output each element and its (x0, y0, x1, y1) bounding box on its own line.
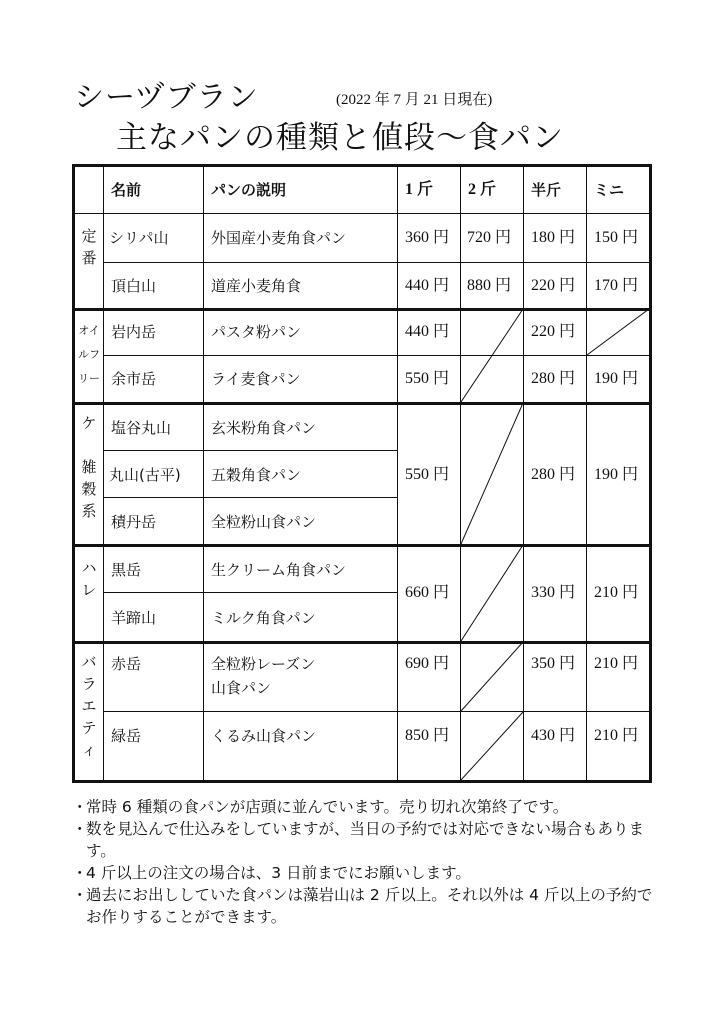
price-mini: 210 円 (594, 655, 639, 672)
price-one-loaf: 850 円 (405, 727, 450, 744)
price-one-loaf: 360 円 (405, 229, 450, 246)
row-name: 岩内岳 (111, 323, 157, 341)
row-name: シリパ山 (109, 229, 169, 247)
price-two-loaf: 720 円 (467, 229, 512, 246)
unavailable-slashes (75, 167, 649, 780)
row-description: 生クリーム角食パン (211, 561, 347, 579)
price-two-loaf: 880 円 (467, 277, 512, 294)
row-name: 丸山(古平) (109, 466, 181, 484)
note-item: ・ 常時 6 種類の食パンが店頭に並んでいます。売り切れ次第終了です。 (72, 798, 569, 816)
row-name: 羊蹄山 (111, 609, 157, 627)
date-note: (2022 年 7 月 21 日現在) (336, 92, 493, 108)
row-description: 五穀角食パン (211, 466, 302, 484)
price-half-loaf: 220 円 (531, 277, 576, 294)
price-mini: 170 円 (594, 277, 639, 294)
slash-two-loaf-akadake (461, 642, 523, 711)
slash-two-loaf-hare (461, 545, 523, 641)
brand-name: シーヅブラン (74, 80, 259, 115)
slash-two-loaf-iwanai (461, 309, 523, 402)
row-description: 山食パン (211, 679, 272, 697)
price-half-loaf: 430 円 (531, 727, 576, 744)
price-one-loaf: 660 円 (405, 584, 450, 601)
row-description: 道産小麦角食 (211, 277, 302, 295)
row-name: 緑岳 (111, 727, 142, 745)
col-header-name: 名前 (111, 181, 142, 199)
price-half-loaf: 280 円 (531, 466, 576, 483)
category-teiban: 定 番 (81, 227, 97, 267)
col-header-half-loaf: 半斤 (531, 181, 562, 199)
category-zakkoku: ケ 雑 穀 系 (81, 414, 97, 520)
slash-mini-iwanai (587, 309, 649, 355)
row-description: 全粒粉山食パン (211, 513, 317, 531)
price-mini: 210 円 (594, 584, 639, 601)
price-one-loaf: 550 円 (405, 466, 450, 483)
price-one-loaf: 440 円 (405, 277, 450, 294)
row-description: 外国産小麦角食パン (211, 229, 347, 247)
page-title: 主なパンの種類と値段〜食パン (116, 120, 564, 156)
category-oil-free: オイ ルフ リー (78, 324, 100, 385)
row-name: 塩谷丸山 (111, 419, 172, 437)
col-header-mini: ミニ (594, 181, 625, 199)
price-one-loaf: 440 円 (405, 323, 450, 340)
row-description: 玄米粉角食パン (211, 419, 317, 437)
note-item: ・ 過去にお出ししていた食パンは藻岩山は 2 斤以上。それ以外は 4 斤以上の予約でお作りすることができます。 (72, 886, 653, 926)
price-table (72, 164, 652, 783)
price-half-loaf: 280 円 (531, 370, 576, 387)
col-header-two-loaf: 2 斤 (468, 181, 497, 198)
price-mini: 190 円 (594, 466, 639, 483)
slash-two-loaf-midoridake (461, 712, 523, 780)
price-mini: 150 円 (594, 229, 639, 246)
price-mini: 190 円 (594, 370, 639, 387)
price-half-loaf: 180 円 (531, 229, 576, 246)
note-item: ・ 4 斤以上の注文の場合は、3 日前までにお願いします。 (72, 864, 471, 882)
price-mini: 210 円 (594, 727, 639, 744)
col-header-description: パンの説明 (211, 181, 287, 199)
slash-two-loaf-zakkoku (461, 403, 523, 544)
row-name: 積丹岳 (111, 513, 157, 531)
row-description: くるみ山食パン (211, 727, 317, 745)
row-description: パスタ粉パン (211, 323, 302, 341)
row-name: 赤岳 (111, 655, 142, 673)
price-half-loaf: 330 円 (531, 584, 576, 601)
row-name: 黒岳 (111, 561, 142, 579)
category-variety: バ ラ エ テ ィ (81, 653, 97, 759)
row-description: ライ麦食パン (211, 370, 301, 388)
row-name: 余市岳 (111, 370, 157, 388)
notes-list (72, 796, 662, 928)
price-one-loaf: 550 円 (405, 370, 450, 387)
price-half-loaf: 350 円 (531, 655, 576, 672)
category-hare: ハ レ (81, 559, 97, 599)
note-item: ・ 数を見込んで仕込みをしていますが、当日の予約では対応できない場合もあります。 (72, 820, 645, 860)
row-description: 全粒粉レーズン (211, 655, 316, 673)
price-one-loaf: 690 円 (405, 655, 450, 672)
row-description: ミルク角食パン (211, 609, 316, 627)
col-header-one-loaf: 1 斤 (405, 181, 434, 198)
price-half-loaf: 220 円 (531, 323, 576, 340)
row-name: 頂白山 (111, 277, 157, 295)
